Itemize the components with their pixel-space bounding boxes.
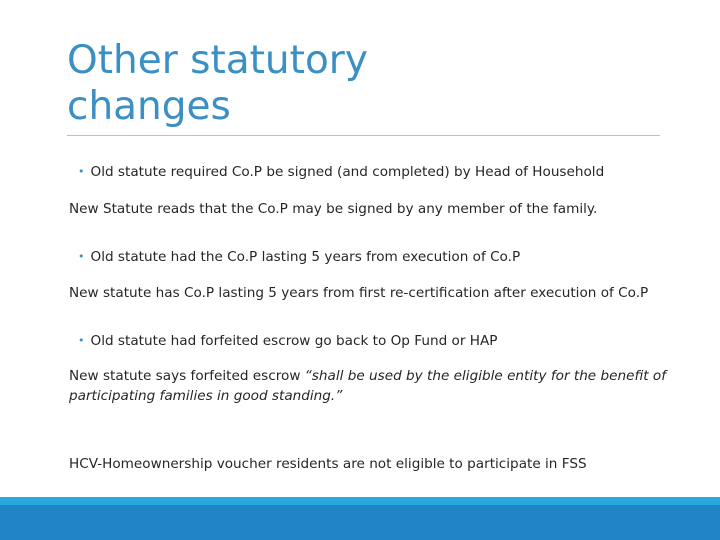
bullet-item-2-text: Old statute had the Co.P lasting 5 years from execution of Co.P xyxy=(90,249,521,265)
bullet-item-1 xyxy=(78,162,604,182)
slide-title-line-1: Other statutory xyxy=(67,38,368,83)
body-text-3 xyxy=(69,366,709,406)
bullet-dot-icon: • xyxy=(78,334,85,347)
body-text-4: HCV-Homeownership voucher residents are not eligible to participate in FSS xyxy=(69,456,587,472)
footer-bar-dark xyxy=(0,505,720,540)
bullet-item-3-text: Old statute had forfeited escrow go back to Op Fund or HAP xyxy=(90,333,498,349)
body-text-3-quote: “shall be used by the eligible entity for the benefit of participating families in good standing.” xyxy=(69,368,667,404)
body-text-2: New statute has Co.P lasting 5 years from first re-certification after execution of Co.P xyxy=(69,285,649,301)
body-text-3-prefix: New statute says forfeited escrow xyxy=(69,368,305,384)
slide-title-line-2: changes xyxy=(67,84,231,129)
slide-title xyxy=(67,38,368,130)
body-text-1: New Statute reads that the Co.P may be signed by any member of the family. xyxy=(69,201,598,217)
bullet-item-1-text: Old statute required Co.P be signed (and completed) by Head of Household xyxy=(90,164,605,180)
bullet-item-3 xyxy=(78,331,497,351)
bullet-dot-icon: • xyxy=(78,250,85,263)
title-divider xyxy=(67,135,660,136)
footer-bar-light xyxy=(0,497,720,505)
bullet-dot-icon: • xyxy=(78,165,85,178)
bullet-item-2 xyxy=(78,247,520,267)
